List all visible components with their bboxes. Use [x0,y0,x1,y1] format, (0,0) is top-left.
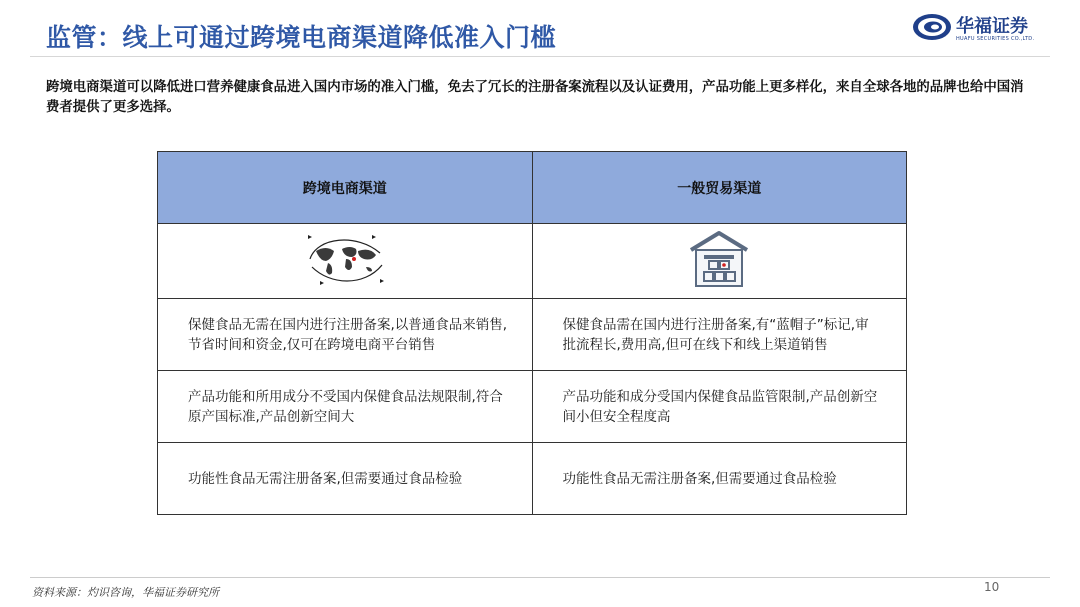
warehouse-icon [686,228,752,290]
column-header-general-trade: 一般贸易渠道 [532,152,907,224]
table-cell: 产品功能和所用成分不受国内保健食品法规限制,符合原产国标准,产品创新空间大 [158,371,533,443]
table-row [158,299,907,371]
table-cell: 保健食品需在国内进行注册备案,有“蓝帽子”标记,审批流程长,费用高,但可在线下和线上渠道销售 [532,299,907,371]
table-cell: 功能性食品无需注册备案,但需要通过食品检验 [158,443,533,515]
logo-name-cn: 华福证券 [956,16,1028,37]
table-header-row [158,152,907,224]
company-logo [912,10,1042,46]
world-map-icon [302,229,388,289]
header-divider [30,56,1050,57]
comparison-table [157,151,907,515]
page-title: 监管：线上可通过跨境电商渠道降低准入门槛 [46,23,557,52]
page-number: 10 [984,580,1000,594]
icon-cell-general-trade [532,224,907,299]
table-cell: 保健食品无需在国内进行注册备案,以普通食品来销售,节省时间和资金,仅可在跨境电商平台销售 [158,299,533,371]
source-note: 资料来源：灼识咨询，华福证券研究所 [32,586,219,599]
huafu-logo-icon [912,12,952,42]
footer-divider [30,577,1050,578]
table-cell: 产品功能和成分受国内保健食品监管限制,产品创新空间小但安全程度高 [532,371,907,443]
column-header-cross-border: 跨境电商渠道 [158,152,533,224]
table-row [158,371,907,443]
intro-paragraph: 跨境电商渠道可以降低进口营养健康食品进入国内市场的准入门槛，免去了冗长的注册备案流程以及认证费用，产品功能上更多样化，来自全球各地的品牌也给中国消费者提供了更多选择。 [46,80,1024,115]
table-icon-row [158,224,907,299]
table-cell: 功能性食品无需注册备案,但需要通过食品检验 [532,443,907,515]
icon-cell-cross-border [158,224,533,299]
logo-name-en: HUAFU SECURITIES CO.,LTD. [956,36,1035,42]
table-row [158,443,907,515]
